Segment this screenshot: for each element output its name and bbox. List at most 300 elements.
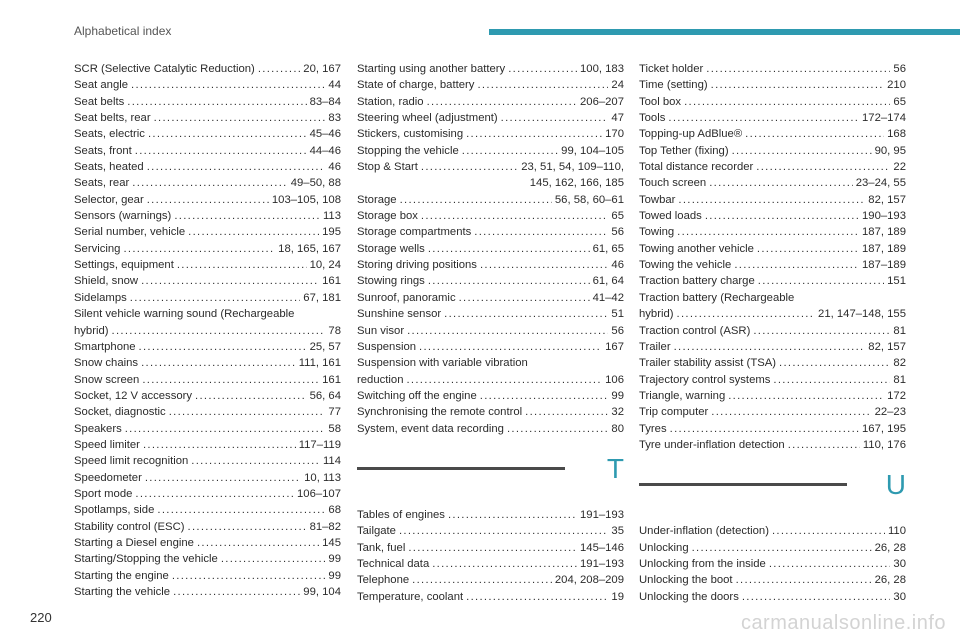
dot-leader xyxy=(501,110,609,126)
index-entry xyxy=(74,143,341,159)
index-entry-term: Spotlamps, side xyxy=(74,504,155,517)
index-entry xyxy=(74,77,341,93)
dot-leader xyxy=(407,323,608,339)
index-entry-term: Speed limit recognition xyxy=(74,455,189,468)
dot-leader xyxy=(692,540,872,556)
index-entry xyxy=(357,77,624,93)
index-entry-pages[interactable]: 206–207 xyxy=(580,95,624,108)
index-entry-pages[interactable]: 99 xyxy=(328,569,341,582)
dot-leader xyxy=(142,372,319,388)
index-entry-term: Unlocking the boot xyxy=(639,574,733,587)
index-entry-pages[interactable]: 145 xyxy=(322,536,341,549)
index-entry-term: Traction control (ASR) xyxy=(639,324,751,337)
dot-leader xyxy=(428,273,590,289)
index-entry-term: System, event data recording xyxy=(357,422,504,435)
index-entry-term: Socket, diagnostic xyxy=(74,406,166,419)
index-entry xyxy=(74,159,341,175)
index-entry-term: Stability control (ESC) xyxy=(74,520,185,533)
index-entry-term: Trip computer xyxy=(639,406,709,419)
index-entry-pages[interactable]: 80 xyxy=(611,422,624,435)
index-entry-pages[interactable]: 44–46 xyxy=(309,144,341,157)
index-entry-pages[interactable]: 187, 189 xyxy=(862,226,906,239)
index-entry-pages[interactable]: 81 xyxy=(893,324,906,337)
index-entry-term: Storage box xyxy=(357,210,418,223)
index-entry-term: Snow screen xyxy=(74,373,140,386)
index-entry xyxy=(357,540,624,556)
dot-leader xyxy=(736,572,872,588)
index-entry-term: Starting a Diesel engine xyxy=(74,536,194,549)
index-entry-pages[interactable]: 25, 57 xyxy=(309,340,341,353)
index-entry xyxy=(357,507,624,523)
index-entry xyxy=(357,126,624,142)
index-entry-pages[interactable]: 100, 183 xyxy=(580,63,624,75)
index-entry-term: Tyres xyxy=(639,422,667,435)
index-entry-term: reduction xyxy=(357,373,404,386)
dot-leader xyxy=(172,568,326,584)
index-entry-term: Tool box xyxy=(639,95,682,108)
index-entry-term: Storage xyxy=(357,193,397,206)
index-entry-term: Sensors (warnings) xyxy=(74,210,172,223)
index-entry-pages[interactable]: 61, 64 xyxy=(592,275,624,288)
index-entry-term: Ticket holder xyxy=(639,63,704,75)
index-entry-pages[interactable]: 190–193 xyxy=(862,210,906,223)
index-entry-term: Tools xyxy=(639,112,666,125)
index-entry-term: Storage wells xyxy=(357,242,425,255)
index-entry-pages[interactable]: 82, 157 xyxy=(868,193,906,206)
index-entry xyxy=(639,175,906,191)
index-entry xyxy=(639,126,906,142)
index-entry-pages-continued: 145, 162, 166, 185 xyxy=(529,177,624,190)
index-entry-term: Sunroof, panoramic xyxy=(357,291,456,304)
index-entry-term: Technical data xyxy=(357,557,430,570)
dot-leader xyxy=(412,572,552,588)
index-entry xyxy=(357,421,624,437)
index-entry-pages[interactable]: 46 xyxy=(611,259,624,272)
index-entry xyxy=(639,523,906,539)
dot-leader xyxy=(525,404,608,420)
dot-leader xyxy=(408,540,577,556)
index-entry-pages[interactable]: 161 xyxy=(322,373,341,386)
index-entry-pages[interactable]: 99, 104 xyxy=(303,586,341,598)
index-entry-term: Towing xyxy=(639,226,675,239)
index-entry-term: Starting the vehicle xyxy=(74,586,171,598)
index-entry xyxy=(357,572,624,588)
index-entry-term: Touch screen xyxy=(639,177,707,190)
index-entry-pages[interactable]: 26, 28 xyxy=(874,541,906,554)
dot-leader xyxy=(507,421,608,437)
index-entry xyxy=(639,273,906,289)
index-entry-term: hybrid) xyxy=(74,324,109,337)
index-entry-pages[interactable]: 24 xyxy=(611,79,624,92)
index-entry-pages[interactable]: 170 xyxy=(605,128,624,141)
dot-leader xyxy=(779,355,890,371)
dot-leader xyxy=(141,273,319,289)
section-rule xyxy=(357,467,565,470)
index-entry-pages[interactable]: 22 xyxy=(893,161,906,174)
index-entry-pages[interactable]: 58 xyxy=(328,422,341,435)
index-entry-pages[interactable]: 21, 147–148, 155 xyxy=(818,308,906,321)
index-entry xyxy=(74,175,341,191)
index-entry-term: Telephone xyxy=(357,574,410,587)
index-entry xyxy=(74,126,341,142)
index-entry-pages[interactable]: 113 xyxy=(322,210,341,223)
index-entry xyxy=(74,404,341,420)
index-entry-term: Speakers xyxy=(74,422,122,435)
dot-leader xyxy=(428,241,590,257)
index-entry-pages[interactable]: 151 xyxy=(887,275,906,288)
index-entry xyxy=(357,339,624,355)
dot-leader xyxy=(147,192,269,208)
index-entry-term: Starting/Stopping the vehicle xyxy=(74,553,218,566)
dot-leader xyxy=(508,61,577,77)
index-entry-pages[interactable]: 26, 28 xyxy=(874,574,906,587)
dot-leader xyxy=(421,159,518,175)
dot-leader xyxy=(188,519,307,535)
index-entry-term: hybrid) xyxy=(639,308,674,321)
index-entry xyxy=(639,372,906,388)
index-entry-term: Tables of engines xyxy=(357,508,445,521)
dot-leader xyxy=(734,257,859,273)
index-entry-pages[interactable]: 78 xyxy=(328,324,341,337)
index-entry-pages[interactable]: 23–24, 55 xyxy=(855,177,906,190)
index-entry-pages[interactable]: 30 xyxy=(893,557,906,570)
index-entry-pages[interactable]: 10, 113 xyxy=(304,471,341,484)
index-entry xyxy=(74,486,341,502)
index-entry-pages[interactable]: 210 xyxy=(887,79,906,92)
index-entry-pages[interactable]: 77 xyxy=(328,406,341,419)
index-entry xyxy=(639,77,906,93)
index-entry-term: Unlocking from the inside xyxy=(639,557,766,570)
index-entry-pages[interactable]: 110 xyxy=(887,525,906,538)
index-entry-pages[interactable]: 68 xyxy=(328,504,341,517)
index-entry xyxy=(639,110,906,126)
dot-leader xyxy=(421,208,609,224)
page-number: 220 xyxy=(30,610,52,625)
index-entry-term: Top Tether (fixing) xyxy=(639,144,729,157)
index-entry-pages[interactable]: 20, 167 xyxy=(303,63,341,75)
index-entry xyxy=(357,94,624,110)
index-entry-term: Triangle, warning xyxy=(639,389,726,402)
index-entry xyxy=(357,523,624,539)
dot-leader xyxy=(400,192,552,208)
index-entry xyxy=(639,257,906,273)
index-entry xyxy=(74,519,341,535)
dot-leader xyxy=(444,306,608,322)
index-entry xyxy=(357,556,624,572)
index-entry-pages[interactable]: 19 xyxy=(611,590,624,603)
dot-leader xyxy=(459,290,590,306)
index-entry-pages[interactable]: 187, 189 xyxy=(862,242,906,255)
index-entry xyxy=(74,208,341,224)
index-entry-pages[interactable]: 114 xyxy=(322,455,341,468)
index-entry xyxy=(357,61,624,77)
dot-leader xyxy=(148,126,307,142)
index-entry-term: Snow chains xyxy=(74,357,139,370)
index-entry xyxy=(639,94,906,110)
index-entry-pages[interactable]: 30 xyxy=(893,590,906,603)
index-entry-pages[interactable]: 56 xyxy=(893,63,906,75)
index-entry-term: Speed limiter xyxy=(74,438,140,451)
index-entry-term: Starting using another battery xyxy=(357,63,506,75)
dot-leader xyxy=(462,143,558,159)
index-entry xyxy=(639,339,906,355)
index-entry-term: Seats, heated xyxy=(74,161,144,174)
watermark: carmanualsonline.info xyxy=(740,612,946,634)
index-entry-pages[interactable]: 22–23 xyxy=(874,406,906,419)
index-entry-pages[interactable]: 10, 24 xyxy=(309,259,341,272)
index-entry xyxy=(639,323,906,339)
index-entry-pages[interactable]: 195 xyxy=(322,226,341,239)
index-entry-pages[interactable]: 106–107 xyxy=(297,487,341,500)
dot-leader xyxy=(677,306,816,322)
index-entry-pages[interactable]: 167 xyxy=(605,340,624,353)
index-entry-pages[interactable]: 111, 161 xyxy=(298,357,341,370)
dot-leader xyxy=(169,404,326,420)
index-entry-term: Trajectory control systems xyxy=(639,373,771,386)
dot-leader xyxy=(756,159,890,175)
index-column-3 xyxy=(639,61,906,605)
index-entry-pages[interactable]: 161 xyxy=(322,275,341,288)
dot-leader xyxy=(711,404,871,420)
index-entry-pages[interactable]: 51 xyxy=(611,308,624,321)
index-entry-pages[interactable]: 67, 181 xyxy=(303,291,341,304)
index-entry xyxy=(74,339,341,355)
dot-leader xyxy=(139,339,307,355)
dot-leader xyxy=(677,224,859,240)
dot-leader xyxy=(480,388,609,404)
index-entry xyxy=(74,94,341,110)
dot-leader xyxy=(188,224,319,240)
index-entry xyxy=(639,404,906,420)
dot-leader xyxy=(123,241,275,257)
dot-leader xyxy=(427,94,577,110)
index-entry xyxy=(74,453,341,469)
index-entry-term: Shield, snow xyxy=(74,275,139,288)
index-entry-term: Trailer stability assist (TSA) xyxy=(639,357,777,370)
index-entry xyxy=(74,224,341,240)
index-entry-term: Starting the engine xyxy=(74,569,169,582)
index-entry-pages[interactable]: 145–146 xyxy=(580,541,624,554)
index-entry xyxy=(74,584,341,600)
index-entry-pages[interactable]: 44 xyxy=(328,79,341,92)
index-entry-term: Total distance recorder xyxy=(639,161,754,174)
dot-leader xyxy=(466,126,602,142)
index-entry-pages[interactable]: 81–82 xyxy=(309,520,341,533)
index-entry xyxy=(357,257,624,273)
index-entry-term: Sun visor xyxy=(357,324,405,337)
index-entry xyxy=(357,388,624,404)
dot-leader xyxy=(732,143,872,159)
index-entry-pages[interactable]: 83–84 xyxy=(309,95,341,108)
index-entry-term: Tyre under-inflation detection xyxy=(639,438,785,451)
dot-leader xyxy=(772,523,885,539)
index-entry-term: Towing the vehicle xyxy=(639,259,732,272)
index-entry xyxy=(639,572,906,588)
index-entry-pages[interactable]: 106 xyxy=(605,373,624,386)
index-entry-pages[interactable]: 56 xyxy=(611,226,624,239)
index-entry-pages[interactable]: 65 xyxy=(893,95,906,108)
index-entry-pages[interactable]: 117–119 xyxy=(298,438,341,451)
index-entry-term: Traction battery (Rechargeable xyxy=(639,291,795,304)
dot-leader xyxy=(728,388,884,404)
index-entry-term: Time (setting) xyxy=(639,79,708,92)
index-entry-term: Settings, equipment xyxy=(74,259,174,272)
index-entry xyxy=(357,404,624,420)
dot-leader xyxy=(668,110,859,126)
index-entry-pages[interactable]: 32 xyxy=(611,406,624,419)
index-entry-pages[interactable]: 41–42 xyxy=(592,291,624,304)
dot-leader xyxy=(125,421,326,437)
index-entry-pages[interactable]: 49–50, 88 xyxy=(290,177,341,190)
dot-leader xyxy=(221,551,326,567)
index-entry-pages[interactable]: 47 xyxy=(611,112,624,125)
index-entry xyxy=(74,241,341,257)
index-entry-pages[interactable]: 65 xyxy=(611,210,624,223)
index-entry-term: Speedometer xyxy=(74,471,142,484)
dot-leader xyxy=(705,208,859,224)
dot-leader xyxy=(706,61,890,77)
index-entry xyxy=(74,388,341,404)
index-entry-term: Suspension with variable vibration xyxy=(357,357,528,370)
dot-leader xyxy=(773,372,890,388)
dot-leader xyxy=(131,77,325,93)
index-entry-term: Station, radio xyxy=(357,95,424,108)
index-entry-term: Seats, front xyxy=(74,144,132,157)
index-entry-term: Towbar xyxy=(639,193,676,206)
index-entry-pages[interactable]: 81 xyxy=(893,373,906,386)
dot-leader xyxy=(769,556,891,572)
index-entry-pages[interactable]: 204, 208–209 xyxy=(554,574,624,587)
index-entry xyxy=(639,241,906,257)
index-entry-term: Unlocking xyxy=(639,541,689,554)
index-entry-term: Serial number, vehicle xyxy=(74,226,186,239)
index-entry xyxy=(357,192,624,208)
index-entry-pages[interactable]: 61, 65 xyxy=(592,242,624,255)
index-entry-pages[interactable]: 18, 165, 167 xyxy=(278,242,341,255)
index-entry-term: Sidelamps xyxy=(74,291,127,304)
index-entry-pages[interactable]: 172 xyxy=(887,389,906,402)
index-entry-term: State of charge, battery xyxy=(357,79,475,92)
index-entry xyxy=(639,437,906,453)
index-entry xyxy=(74,290,341,306)
index-entry-pages[interactable]: 35 xyxy=(611,525,624,538)
section-letter: T xyxy=(606,452,624,484)
index-entry-pages[interactable]: 82, 157 xyxy=(868,340,906,353)
dot-leader xyxy=(711,77,885,93)
index-entry-term: Topping-up AdBlue® xyxy=(639,128,743,141)
dot-leader xyxy=(197,535,319,551)
index-entry-pages[interactable]: 110, 176 xyxy=(862,438,906,451)
dot-leader xyxy=(742,589,891,605)
index-entry-pages[interactable]: 56, 64 xyxy=(309,389,341,402)
index-entry-term: Stickers, customising xyxy=(357,128,464,141)
index-entry-pages[interactable]: 168 xyxy=(887,128,906,141)
index-entry xyxy=(639,540,906,556)
index-entry-term: Sunshine sensor xyxy=(357,308,442,321)
index-entry-pages[interactable]: 56 xyxy=(611,324,624,337)
index-entry-term: Sport mode xyxy=(74,487,133,500)
index-entry xyxy=(639,388,906,404)
index-entry-term: Socket, 12 V accessory xyxy=(74,389,193,402)
index-entry xyxy=(639,61,906,77)
index-entry-pages[interactable]: 90, 95 xyxy=(874,144,906,157)
dot-leader xyxy=(406,372,602,388)
section-divider-t xyxy=(357,449,624,501)
index-entry-term: Storage compartments xyxy=(357,226,472,239)
header-accent-bar xyxy=(489,29,960,35)
index-entry-term: Seats, electric xyxy=(74,128,145,141)
index-entry-pages[interactable]: 83 xyxy=(328,112,341,125)
index-entry-pages[interactable]: 99 xyxy=(328,553,341,566)
index-entry-term: Towing another vehicle xyxy=(639,242,754,255)
index-entry-pages[interactable]: 99 xyxy=(611,389,624,402)
index-entry xyxy=(74,502,341,518)
section-divider-u xyxy=(639,465,906,517)
index-entry xyxy=(639,208,906,224)
index-entry-pages[interactable]: 187–189 xyxy=(862,259,906,272)
index-entry xyxy=(639,421,906,437)
dot-leader xyxy=(143,437,296,453)
index-entry-term: Towed loads xyxy=(639,210,702,223)
dot-leader xyxy=(127,94,306,110)
index-entry xyxy=(357,208,624,224)
index-entry-term: Trailer xyxy=(639,340,671,353)
dot-leader xyxy=(157,502,325,518)
index-entry xyxy=(74,355,341,371)
index-entry xyxy=(357,355,624,388)
index-entry-pages[interactable]: 23, 51, 54, 109–110, xyxy=(521,161,624,174)
index-entry xyxy=(357,143,624,159)
index-entry-pages[interactable]: 191–193 xyxy=(580,508,624,521)
section-rule xyxy=(639,483,847,486)
index-entry-pages[interactable]: 167, 195 xyxy=(862,422,906,435)
index-entry-term: Under-inflation (detection) xyxy=(639,525,769,538)
dot-leader xyxy=(670,421,859,437)
index-entry-pages[interactable]: 172–174 xyxy=(862,112,906,125)
index-entry xyxy=(74,257,341,273)
index-entry-term: Selector, gear xyxy=(74,193,144,206)
index-entry-pages[interactable]: 46 xyxy=(328,161,341,174)
index-entry-term: Tank, fuel xyxy=(357,541,406,554)
index-entry-pages[interactable]: 191–193 xyxy=(580,557,624,570)
dot-leader xyxy=(709,175,853,191)
index-entry xyxy=(639,224,906,240)
index-entry xyxy=(357,589,624,605)
index-entry xyxy=(74,421,341,437)
index-entry-pages[interactable]: 45–46 xyxy=(309,128,341,141)
index-entry xyxy=(74,437,341,453)
index-entry-pages[interactable]: 99, 104–105 xyxy=(561,144,624,157)
index-entry-term: Smartphone xyxy=(74,340,136,353)
index-entry xyxy=(74,110,341,126)
index-entry-pages[interactable]: 103–105, 108 xyxy=(271,193,341,206)
index-entry xyxy=(639,192,906,208)
index-entry-term: Servicing xyxy=(74,242,121,255)
index-entry xyxy=(74,535,341,551)
dot-leader xyxy=(757,241,859,257)
index-entry-pages[interactable]: 56, 58, 60–61 xyxy=(554,193,624,206)
dot-leader xyxy=(399,523,608,539)
dot-leader xyxy=(448,507,577,523)
dot-leader xyxy=(477,77,608,93)
dot-leader xyxy=(258,61,300,77)
index-entry-term: Tailgate xyxy=(357,525,396,538)
dot-leader xyxy=(480,257,608,273)
dot-leader xyxy=(132,175,287,191)
index-entry xyxy=(357,110,624,126)
index-entry-term: Seats, rear xyxy=(74,177,130,190)
index-entry-pages[interactable]: 82 xyxy=(893,357,906,370)
